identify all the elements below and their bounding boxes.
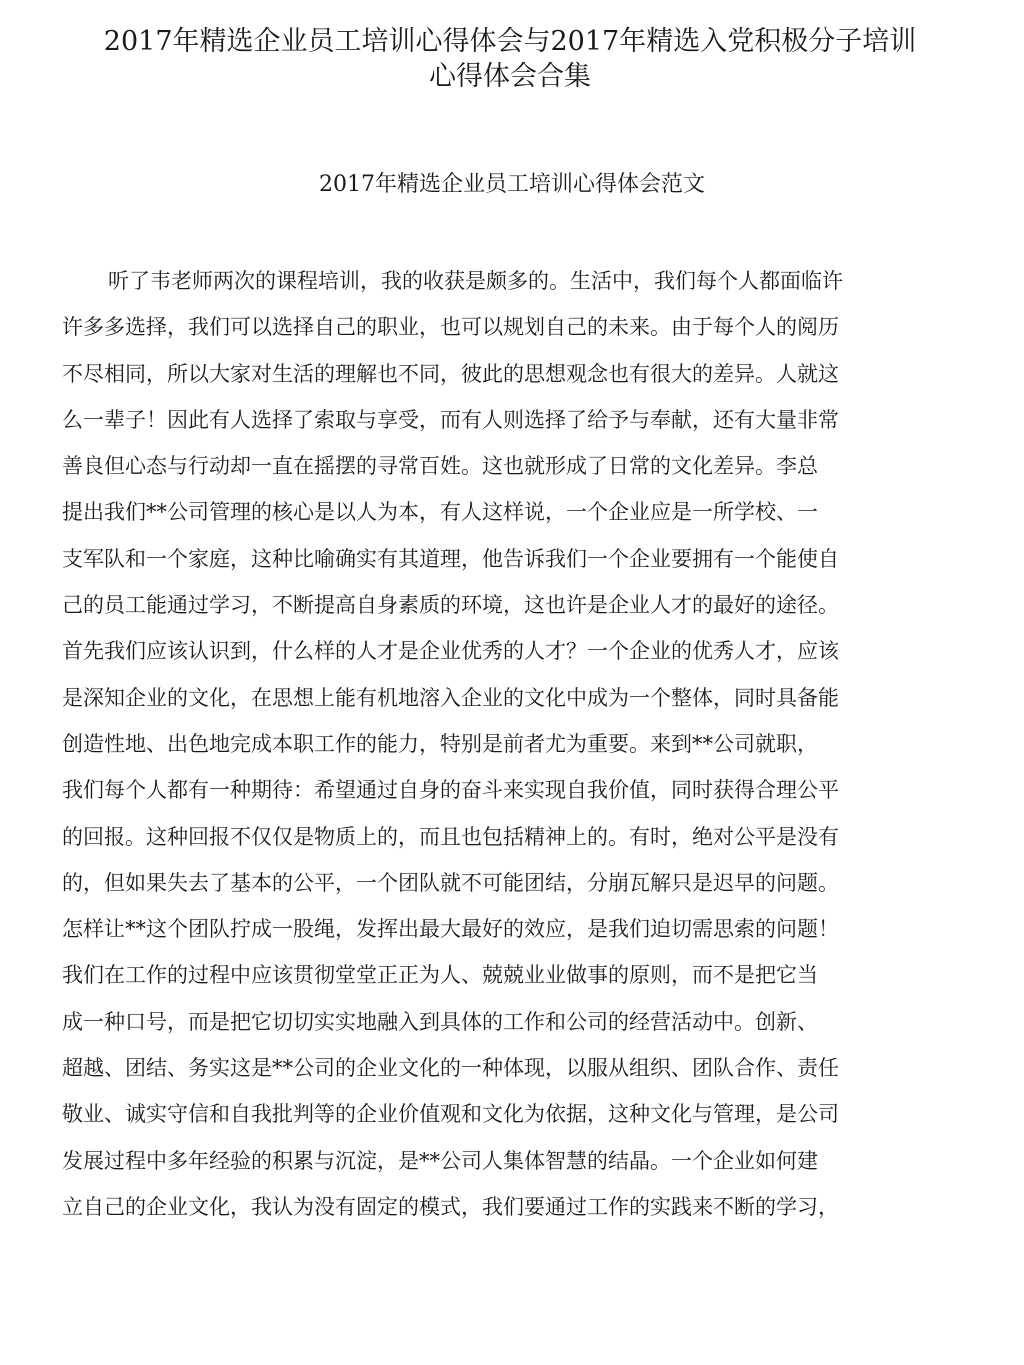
- body-line: 提出我们**公司管理的核心是以人为本，有人这样说，一个企业应是一所学校、一: [62, 500, 818, 525]
- body-line: 首先我们应该认识到，什么样的人才是企业优秀的人才？一个企业的优秀人才，应该: [62, 639, 839, 664]
- document-title-line-2: 心得体会合集: [429, 61, 591, 92]
- body-line: 不尽相同，所以大家对生活的理解也不同，彼此的思想观念也有很大的差异。人就这: [62, 361, 839, 386]
- body-line: 成一种口号，而是把它切切实实地融入到具体的工作和公司的经营活动中。创新、: [62, 1009, 818, 1034]
- body-line: 立自己的企业文化，我认为没有固定的模式，我们要通过工作的实践来不断的学习，: [62, 1194, 839, 1219]
- body-line: 怎样让**这个团队拧成一股绳，发挥出最大最好的效应，是我们迫切需思索的问题！: [62, 917, 839, 942]
- body-line: 是深知企业的文化，在思想上能有机地溶入企业的文化中成为一个整体，同时具备能: [62, 685, 839, 710]
- body-line: 支军队和一个家庭，这种比喻确实有其道理，他告诉我们一个企业要拥有一个能使自: [62, 546, 839, 571]
- document-title: [60, 24, 960, 94]
- body-line: 的，但如果失去了基本的公平，一个团队就不可能团结，分崩瓦解只是迟早的问题。: [62, 870, 839, 895]
- body-line: 许多多选择，我们可以选择自己的职业，也可以规划自己的未来。由于每个人的阅历: [62, 315, 839, 340]
- body-line: 创造性地、出色地完成本职工作的能力，特别是前者尤为重要。来到**公司就职，: [62, 731, 818, 756]
- section-title: 2017年精选企业员工培训心得体会范文: [319, 172, 705, 197]
- body-line: 善良但心态与行动却一直在摇摆的寻常百姓。这也就形成了日常的文化差异。李总: [62, 454, 818, 479]
- body-line: 的回报。这种回报不仅仅是物质上的，而且也包括精神上的。有时，绝对公平是没有: [62, 824, 839, 849]
- body-line: 么一辈子！因此有人选择了索取与享受，而有人则选择了给予与奉献，还有大量非常: [62, 407, 839, 432]
- body-line: 我们每个人都有一种期待：希望通过自身的奋斗来实现自我价值，同时获得合理公平: [62, 778, 839, 803]
- body-paragraph: [62, 266, 962, 1238]
- body-line: 敬业、诚实守信和自我批判等的企业价值观和文化为依据，这种文化与管理，是公司: [62, 1102, 839, 1127]
- body-line: 发展过程中多年经验的积累与沉淀，是**公司人集体智慧的结晶。一个企业如何建: [62, 1148, 818, 1173]
- body-line: 我们在工作的过程中应该贯彻堂堂正正为人、兢兢业业做事的原则，而不是把它当: [62, 963, 818, 988]
- body-line: 己的员工能通过学习，不断提高自身素质的环境，这也许是企业人才的最好的途径。: [62, 593, 839, 618]
- document-title-line-1: 2017年精选企业员工培训心得体会与2017年精选入党积极分子培训: [103, 26, 917, 57]
- body-line: 超越、团结、务实这是**公司的企业文化的一种体现，以服从组织、团队合作、责任: [62, 1056, 839, 1081]
- body-line: 听了韦老师两次的课程培训，我的收获是颇多的。生活中，我们每个人都面临许: [108, 269, 843, 293]
